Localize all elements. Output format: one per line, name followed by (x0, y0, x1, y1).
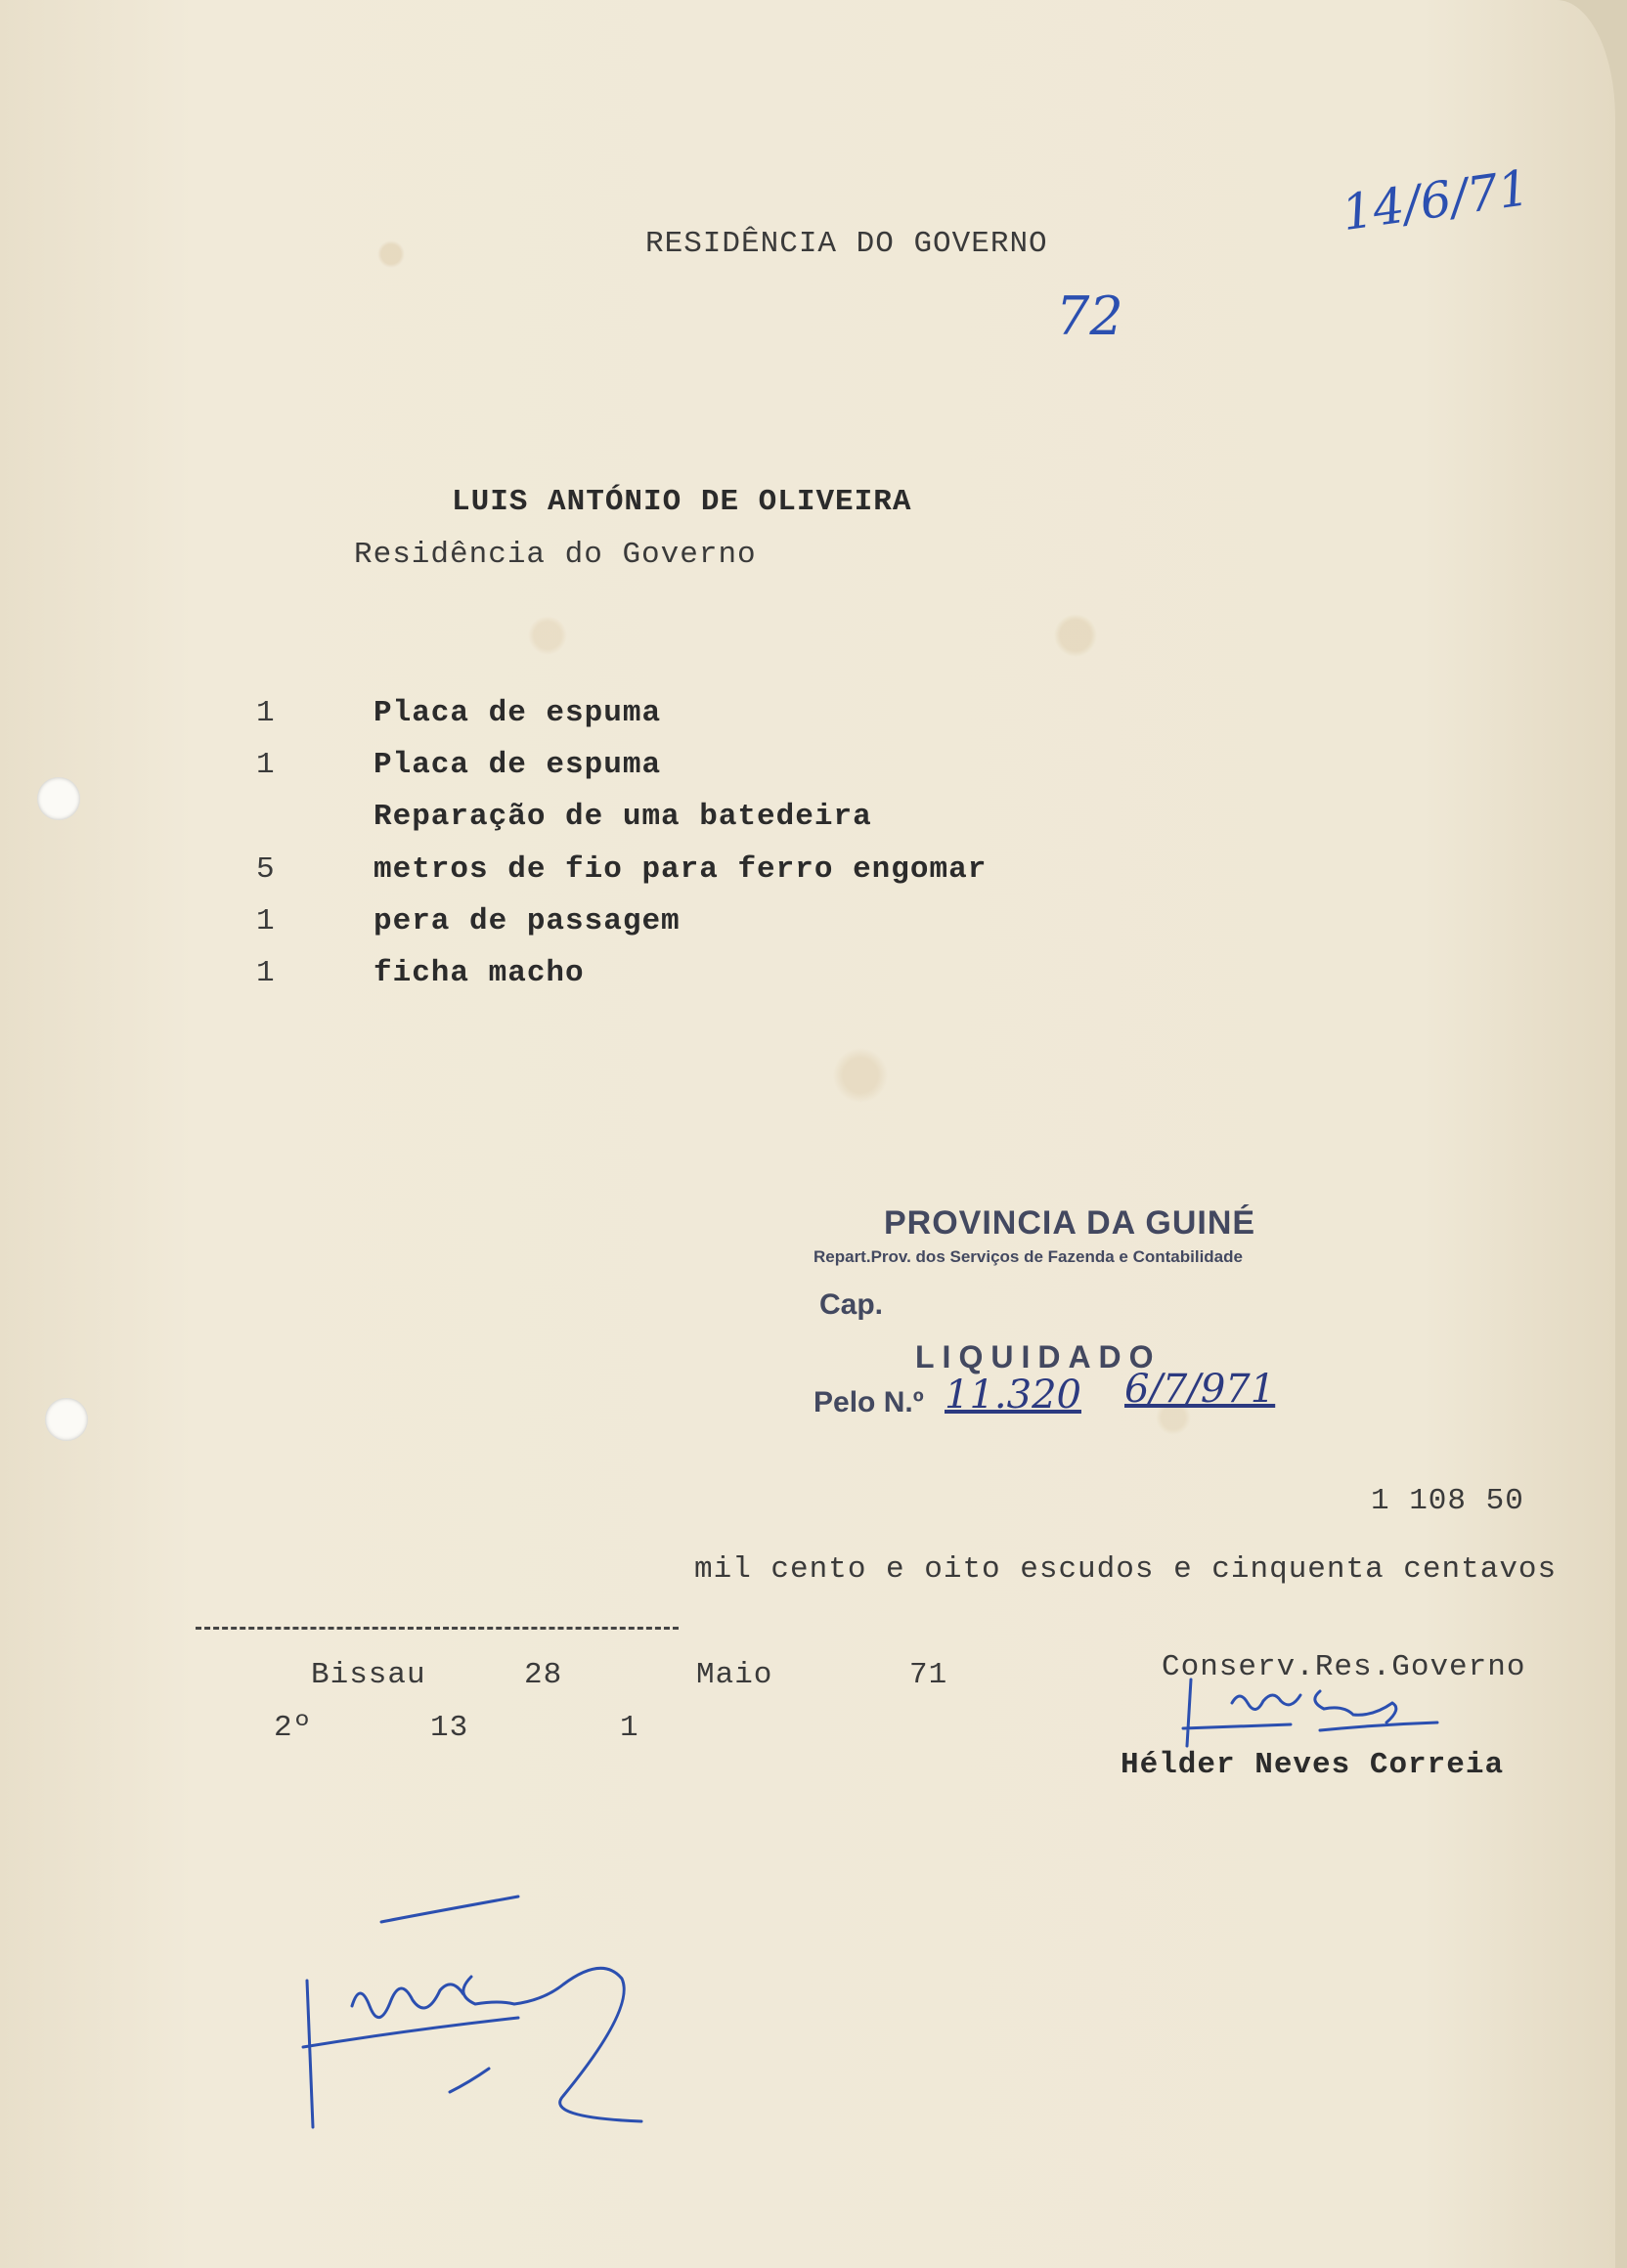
item-quantity: 1 (256, 696, 276, 730)
footer-day: 28 (524, 1658, 563, 1692)
total-in-words: mil cento e oito escudos e cinquenta centavos (694, 1552, 1558, 1587)
signatory-role: Conserv.Res.Governo (1162, 1650, 1526, 1684)
footer-code-a: 2º (274, 1711, 313, 1745)
item-description: Placa de espuma (374, 696, 662, 730)
signature-small (1173, 1670, 1457, 1758)
total-amount: 1 108 50 (1371, 1484, 1524, 1518)
item-description: metros de fio para ferro engomar (374, 852, 988, 887)
footer-year: 71 (909, 1658, 948, 1692)
document-title: RESIDÊNCIA DO GOVERNO (645, 227, 1048, 261)
handwritten-number: 72 (1056, 285, 1123, 347)
punch-hole (45, 1398, 88, 1441)
stamp-status: LIQUIDADO (915, 1339, 1162, 1374)
stamp-chapter: Cap. (819, 1288, 884, 1321)
stamp-province: PROVINCIA DA GUINÉ (884, 1204, 1256, 1242)
item-description: Placa de espuma (374, 748, 662, 782)
stamp-ref-date: 6/7/971 (1124, 1367, 1276, 1412)
handwritten-date: 14/6/71 (1338, 158, 1533, 242)
footer-code-c: 1 (620, 1711, 639, 1745)
footer-place: Bissau (311, 1658, 426, 1692)
stamp-ref-number: 11.320 (945, 1373, 1081, 1418)
footer-month: Maio (696, 1658, 773, 1692)
item-quantity: 5 (256, 852, 276, 887)
supplier-name: LUIS ANTÓNIO DE OLIVEIRA (452, 485, 912, 519)
supplier-address: Residência do Governo (354, 538, 757, 572)
item-quantity: 1 (256, 956, 276, 990)
item-description: Reparação de uma batedeira (374, 800, 872, 834)
signatory-name: Hélder Neves Correia (1121, 1748, 1505, 1782)
item-quantity: 1 (256, 748, 276, 782)
footer-code-b: 13 (430, 1711, 469, 1745)
item-description: ficha macho (374, 956, 585, 990)
item-quantity: 1 (256, 904, 276, 938)
signature-large (293, 1883, 675, 2137)
stamp-department: Repart.Prov. dos Serviços de Fazenda e Contabilidade (814, 1247, 1243, 1266)
stamp-ref-label: Pelo N.º (814, 1386, 924, 1418)
item-description: pera de passagem (374, 904, 681, 938)
dashed-line (196, 1627, 679, 1630)
punch-hole (37, 777, 80, 820)
